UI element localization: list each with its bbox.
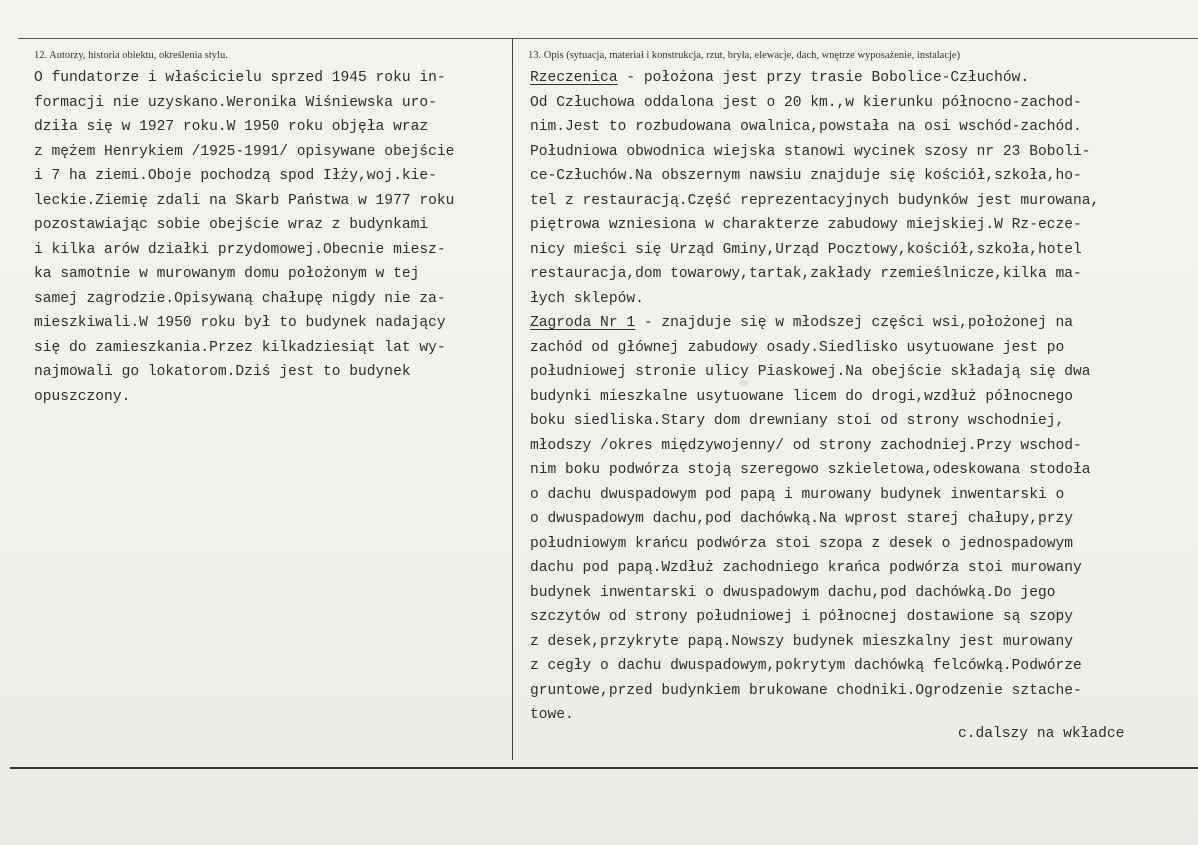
text-line: i kilka arów działki przydomowej.Obecnie miesz-	[34, 241, 446, 258]
text-line: nim.Jest to rozbudowana owalnica,powstała na osi wschód-zachód.	[530, 119, 1082, 135]
text-line: dziła się w 1927 roku.W 1950 roku objęła wraz	[34, 119, 429, 135]
text-line: towe.	[530, 707, 574, 723]
text-line: dachu pod papą.Wzdłuż zachodniego krańca podwórza stoi murowany	[530, 560, 1082, 576]
text-line: gruntowe,przed budynkiem brukowane chodniki.Ogrodzenie sztache-	[530, 682, 1082, 699]
text-line: najmowali go lokatorom.Dziś jest to budynek	[34, 364, 411, 380]
text-line: się do zamieszkania.Przez kilkadziesiąt lat wy-	[34, 339, 446, 356]
text-line: nim boku podwórza stoją szeregowo szkieletowa,odeskowana stodoła	[530, 462, 1091, 478]
place-intro: - położona jest przy trasie Bobolice-Człuchów.	[617, 70, 1030, 86]
text-line: i 7 ha ziemi.Oboje pochodzą spod Iłży,woj.kie-	[34, 168, 437, 184]
text-line: ka samotnie w murowanym domu położonym w tej	[34, 266, 420, 282]
description-column	[530, 66, 1190, 728]
text-line: leckie.Ziemię zdali na Skarb Państwa w 1977 roku	[34, 192, 455, 209]
text-line: boku siedliska.Stary dom drewniany stoi od strony wschodniej,	[530, 413, 1065, 429]
text-line: opuszczony.	[34, 388, 131, 405]
text-line: mieszkiwali.W 1950 roku był to budynek nadający	[34, 315, 446, 331]
place-heading-line	[530, 66, 1190, 91]
section-12-header: 12. Autorzy, historia obiektu, określenia stylu.	[34, 50, 228, 61]
farm-name: Zagroda Nr 1	[530, 315, 636, 331]
column-divider	[512, 38, 513, 760]
continued-note: c.dalszy na wkładce	[958, 726, 1125, 742]
bottom-rule	[10, 767, 1198, 769]
text-line: z desek,przykryte papą.Nowszy budynek mieszkalny jest murowany	[530, 633, 1073, 650]
text-line: południowej stronie ulicy Piaskowej.Na obejście składają się dwa	[530, 364, 1091, 380]
text-line: łych sklepów.	[530, 290, 644, 307]
text-line: południowym krańcu podwórza stoi szopa z desek o jednospadowym	[530, 535, 1073, 552]
text-line: pozostawiając sobie obejście wraz z budynkami	[34, 217, 429, 233]
text-line: szczytów od strony południowej i północnej dostawione są szopy	[530, 609, 1073, 625]
farm-intro: - znajduje się w młodszej części wsi,położonej na	[635, 315, 1073, 331]
text-line: o dwuspadowym dachu,pod dachówką.Na wprost starej chałupy,przy	[530, 511, 1073, 527]
history-column	[34, 66, 502, 409]
text-line: budynek inwentarski o dwuspadowym dachu,pod dachówką.Do jego	[530, 584, 1056, 601]
text-line: restauracja,dom towarowy,tartak,zakłady rzemieślnicze,kilka ma-	[530, 266, 1082, 282]
farm-heading-line	[530, 311, 1190, 336]
text-line: O fundatorze i właścicielu sprzed 1945 roku in-	[34, 70, 446, 86]
text-line: Południowa obwodnica wiejska stanowi wycinek szosy nr 23 Boboli-	[530, 143, 1091, 160]
top-rule	[18, 38, 1198, 39]
text-line: zachód od głównej zabudowy osady.Siedlisko usytuowane jest po	[530, 339, 1065, 356]
text-line: z cegły o dachu dwuspadowym,pokrytym dachówką felcówką.Podwórze	[530, 658, 1082, 674]
text-line: piętrowa wzniesiona w charakterze zabudowy miejskiej.W Rz-ecze-	[530, 217, 1082, 233]
section-13-header: 13. Opis (sytuacja, materiał i konstrukcja, rzut, bryła, elewacje, dach, wnętrze wyposażenie, instalacje)	[528, 50, 961, 61]
text-line: Od Człuchowa oddalona jest o 20 km.,w kierunku północno-zachod-	[530, 94, 1082, 111]
text-line: samej zagrodzie.Opisywaną chałupę nigdy nie za-	[34, 290, 446, 307]
text-line: formacji nie uzyskano.Weronika Wiśniewska uro-	[34, 94, 437, 111]
text-line: o dachu dwuspadowym pod papą i murowany budynek inwentarski o	[530, 486, 1065, 503]
text-line: młodszy /okres międzywojenny/ od strony zachodniej.Przy wschod-	[530, 437, 1082, 454]
text-line: z mężem Henrykiem /1925-1991/ opisywane obejście	[34, 143, 455, 160]
text-line: tel z restauracją.Część reprezentacyjnych budynków jest murowana,	[530, 192, 1100, 209]
place-name: Rzeczenica	[530, 70, 618, 86]
text-line: budynki mieszkalne usytuowane licem do drogi,wzdłuż północnego	[530, 388, 1073, 405]
text-line: nicy mieści się Urząd Gminy,Urząd Pocztowy,kościół,szkoła,hotel	[530, 241, 1082, 258]
text-line: ce-Człuchów.Na obszernym nawsiu znajduje się kościół,szkoła,ho-	[530, 168, 1082, 184]
